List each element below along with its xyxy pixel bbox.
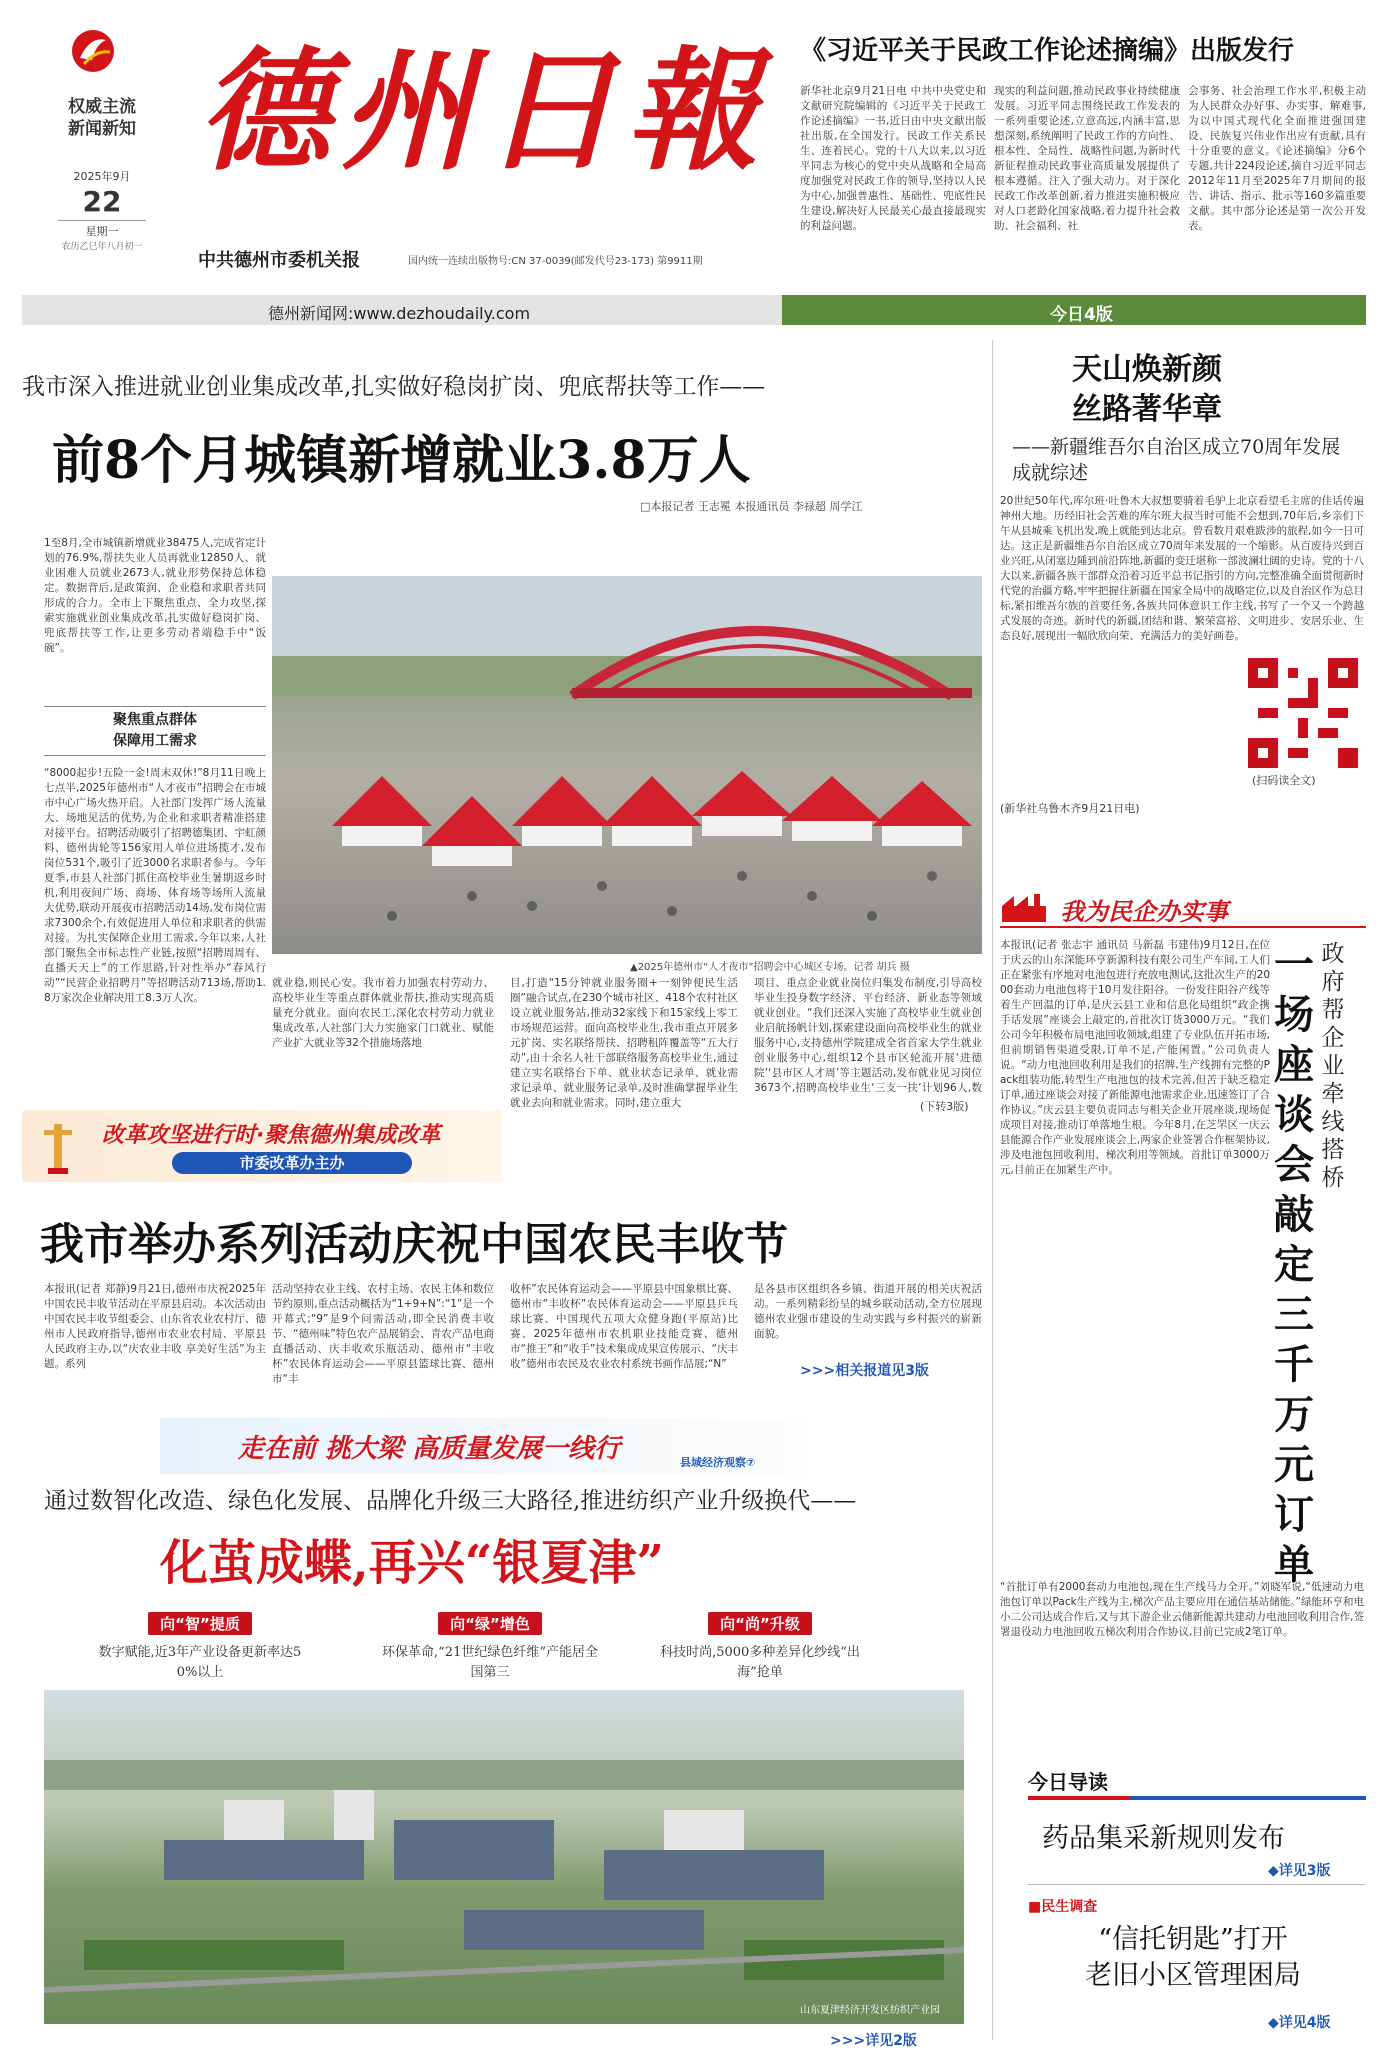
private-enterprise-banner-title: 我为民企办实事: [1060, 898, 1228, 926]
aerial-caption: 山东夏津经济开发区纺织产业园: [800, 2005, 940, 2016]
tianshan-title[interactable]: [1012, 350, 1282, 430]
logo-icon: [70, 28, 116, 74]
tianshan-dateline: (新华社乌鲁木齐9月21日电): [1000, 802, 1140, 815]
slogan-line-1: 权威主流: [68, 97, 136, 117]
pillar: [380, 1612, 600, 1685]
harvest-col: 本报讯(记者 郑静)9月21日,德州市庆祝2025年中国农民丰收节活动在平原县启动。本次活动由中国农民丰收节组委会、山东省农业农村厅、德州市人民政府指导,德州市农业农村局、平原县人民政府主办,以“庆农业丰收 享美好生活”为主题。系列: [44, 1283, 266, 1370]
pillar-text: 数字赋能,近3年产业设备更新率达50%以上: [98, 1645, 302, 1680]
top-story-col: 会事务、社会治理工作水平,积极主动为人民群众办好事、办实事、解难事,为以中国式现代化全面推进强国建设、民族复兴伟业作出应有贡献,具有十分重要的意义。《论述摘编》分6个专题,共计224段论述,摘自习近平同志2012年11月至2025年7月期间的报告、讲话、指示、批示等160多篇重要文献。其中部分论述是第一次公开发表。: [1188, 85, 1366, 232]
employment-body-left: “8000起步!五险一金!周末双休!”8月11日晚上七点半,2025年德州市“人才夜市”招聘会在市城市中心广场火热开启。人社部门发挥广场人流量大、场地见活的优势,为企业和求职者精准搭建对接平台。招聘活动吸引了招聘德集团、宇虹颜料、德州齿轮等156家用人单位进场揽才,发布岗位531个,吸引了近3000名求职者参与。今年夏季,市县人社部门抓住高校毕业生暑期返乡时机,利用夜间广场、商场、体育场等场所人流量大优势,联动开展夜市招聘活动14场,发布岗位需求7300余个,有效促进用人单位和求职者的供需对接。为扎实保障企业用工需求,今年以来,人社部门聚焦全市标志性产业链,按照“招聘周周有、直播天天上”的工作思路,针对性举办“春风行动”“民营企业招聘月”等招聘活动713场,帮助1.8万家次企业解决用工8.3万人次。: [44, 767, 266, 1004]
guide-item-line: 老旧小区管理困局: [1085, 1960, 1301, 1991]
qr-code-icon[interactable]: [1248, 658, 1358, 768]
guide-tag: ■民生调查: [1028, 1899, 1098, 1915]
subhead-line: 保障用工需求: [113, 733, 197, 749]
employment-body-col: 就业稳,则民心安。我市着力加强农村劳动力、高校毕业生等重点群体就业帮扶,推动实现高质量充分就业。面向农民工,深化农村劳动力就业集成改革,人社部门大力实施家门口就业、赋能产业扩大就业等32个措施场落地: [272, 977, 494, 1049]
harvest-headline[interactable]: 我市举办系列活动庆祝中国农民丰收节: [40, 1219, 788, 1270]
pillar: [90, 1612, 310, 1685]
employment-lead: 1至8月,全市城镇新增就业38475人,完成省定计划的76.9%,帮扶失业人员再就业12850人、就业困难人员就业2673人,就业形势保持总体稳定。数据背后,是政策润、企业稳和求职者共同形成的合力。全市上下聚焦重点、全力攻坚,探索实施就业创业集成改革,扎实做好稳岗扩岗、兜底帮扶等工作,让更多劳动者端稳手中“饭碗”。: [44, 537, 266, 654]
tianshan-title-line: 天山焕新颜: [1072, 352, 1222, 387]
masthead-glyph: 日: [483, 34, 616, 189]
lunar-date: 农历乙巳年八月初一: [61, 242, 143, 252]
private-enterprise-headline[interactable]: 一场座谈会敲定三千万元订单: [1274, 941, 1314, 1588]
reform-banner-title: 改革攻坚进行时·聚焦德州集成改革: [102, 1123, 441, 1148]
edition-count: 今日4版: [1050, 305, 1113, 325]
publication-info: 国内统一连续出版物号:CN 37-0039(邮发代号23-173) 第9911期: [408, 256, 703, 267]
reform-banner: [22, 1110, 502, 1182]
top-story-col: 新华社北京9月21日电 中共中央党史和文献研究院编辑的《习近平关于民政工作论述摘编》一书,近日由中央文献出版社出版,在全国发行。民政工作关系民生、连着民心。党的十八大以来,以习近平同志为核心的党中央从战略和全局高度加强党对民政工作的领导,坚持以人民为中心,加强普惠性、基础性、兜底性民生建设,解决好人民最关心最直接最现实的利益问题。: [800, 85, 986, 232]
qr-label: (扫码读全文): [1252, 774, 1316, 787]
slogan: [52, 96, 152, 140]
job-fair-caption: ▲2025年德州市“人才夜市”招聘会中心城区专场。记者 胡兵 摄: [630, 962, 910, 973]
harvest-more-link[interactable]: >>>相关报道见3版: [800, 1363, 929, 1379]
pillar: [650, 1612, 870, 1685]
reform-banner-host: 市委改革办主办: [172, 1152, 412, 1174]
pillar-text: 环保革命,“21世纪绿色纤维”产能居全国第三: [382, 1645, 598, 1680]
top-story-col: 现实的利益问题,推动民政事业持续健康发展。习近平同志围绕民政工作发表的一系列重要论述,立意高远,内涵丰富,思想深刻,系统阐明了民政工作的方向性、根本性、全局性、战略性问题,为新时代新征程推动民政事业高质量发展提供了根本遵循。注入了强大动力。对于深化民政工作改革创新,着力推进实施积极应对人口老龄化国家战略,着力提升社会救助、社会福利、社: [994, 85, 1180, 232]
pillar-label: 向“绿”增色: [438, 1612, 542, 1635]
employment-body-col: 目,打造“15分钟就业服务圈+一刻钟便民生活圈”融合试点,在230个城市社区、418个农村社区设立就业服务站,推动32家线下和15家线上零工市场规范运营。面向高校毕业生,我市重点开展多元扩岗、实名联络帮扶、招聘租阵覆盖等“五大行动”,由十余名人社干部联络服务高校毕业生,通过建立实名联络台下单、就业状态记录单、就业需求记录单、就业服务记录单,及时准确掌握毕业生就业去向和就业需求。同时,建立重大: [510, 977, 738, 1109]
pillar-label: 向“尚”升级: [708, 1612, 812, 1635]
guide-item-more[interactable]: ◆详见4版: [1268, 2015, 1331, 2031]
pillar-label: 向“智”提质: [148, 1612, 252, 1635]
huabiao-icon: [28, 1116, 88, 1176]
employment-byline: □本报记者 王志冕 本报通讯员 李禄超 周学江: [640, 500, 863, 513]
masthead-glyph: 州: [340, 34, 473, 189]
date-box: [58, 168, 146, 252]
tianshan-title-line: 丝路著华章: [1072, 392, 1222, 427]
top-story-title[interactable]: 《习近平关于民政工作论述摘编》出版发行: [800, 36, 1295, 66]
textile-banner: [160, 1418, 806, 1474]
textile-subtitle: 通过数智化改造、绿色化发展、品牌化升级三大路径,推进纺织产业升级换代——: [44, 1488, 857, 1514]
guide-item-line: “信托钥匙”打开: [1098, 1924, 1288, 1955]
website-link[interactable]: 德州新闻网:www.dezhoudaily.com: [268, 304, 531, 323]
tianshan-subtitle: ——新疆维吾尔自治区成立70周年发展成就综述: [1012, 436, 1341, 484]
continued-label[interactable]: (下转3版): [920, 1100, 969, 1113]
slogan-line-2: 新闻新知: [68, 119, 136, 139]
guide-item[interactable]: 药品集采新规则发布: [1042, 1823, 1285, 1854]
subhead-line: 聚焦重点群体: [113, 712, 197, 728]
guide-title: 今日导读: [1028, 1770, 1108, 1794]
weekday: 星期一: [58, 220, 146, 239]
private-enterprise-banner: [1000, 888, 1366, 928]
masthead-glyph: 德: [198, 34, 330, 189]
harvest-col: 活动坚持农业主线、农村主场、农民主体和数位节约原则,重点活动概括为“1+9+N”:“1”是一个开幕式;“9”是9个问需活动,即全民消费丰收节、“德州味”特色农产品展销会、青农产品电商直播活动、庆丰收欢乐瓶活动、德州市“丰收杯”农民体育运动会——平原县篮球比赛、德州市“丰: [272, 1283, 494, 1385]
textile-series: 县域经济观察⑦: [680, 1456, 756, 1469]
masthead-glyph: 報: [625, 34, 758, 189]
publisher: 中共德州市委机关报: [198, 250, 360, 271]
textile-banner-title: 走在前 挑大梁 高质量发展一线行: [238, 1434, 621, 1464]
masthead-title: [198, 22, 758, 202]
textile-headline[interactable]: 化茧成蝶,再兴“银夏津”: [160, 1535, 664, 1591]
private-enterprise-body: 本报讯(记者 张志宇 通讯员 马新磊 韦建伟)9月12日,在位于庆云的山东深能环亨新源科技有限公司生产车间,工人们正在紧张有序地对电池包进行充放电测试,这批次生产的2000套动力电池包将于10月发往阳谷。一份发往阳谷产线等着生产回温的订单,是庆云县工业和信息化局组织“政企携手话发展”座谈会上敲定的,首批次订货3000万元。“我们公司今年积极布局电池回收领域,组建了专业队伍开拓市场,但前期销售渠道受限,订单不足,产能闲置。”公司负责人说。“动力电池回收利用是我们的招牌,生产线拥有完整的Pack组装功能,转型生产电池包的技术完善,但苦于缺乏稳定订单,通过座谈会对接了新能源电池需求企业,迅速签订了合作协议。”庆云县主要负责同志与相关企业开展座谈,现场促成项目对接,推动订单落地生根。今年8月,在芝罘区一庆云县能源合作产业发展座谈会上,两家企业签署合作框架协议,涉及电池包回收利用、梯次利用等领域。首批订单3000万元,目前正在加紧生产中。: [1000, 939, 1270, 1176]
guide-item-more[interactable]: ◆详见3版: [1268, 1863, 1331, 1879]
date-day: 22: [82, 185, 122, 218]
factory-icon: [1000, 892, 1052, 924]
employment-headline[interactable]: 前8个月城镇新增就业3.8万人: [52, 430, 751, 491]
column-divider: [992, 340, 993, 2040]
employment-body-col: 项目、重点企业就业岗位归集发布制度,引导高校毕业生投身数字经济、平台经济、新业态等领域就业创业。“我们还深入实施了高校毕业生就业创业启航扬帆计划,探索建设面向高校毕业生的就业服务中心,支持德州学院建成全省首家大学生就业创业服务中心,组织12个县市区轮流开展‘进德院’‘县市区人才周’等主题活动,发布就业见习岗位3673个,招聘高校毕业生‘三支一扶’计划96人,数: [754, 977, 982, 1094]
employment-subtitle: 我市深入推进就业创业集成改革,扎实做好稳岗扩岗、兜底帮扶等工作——: [22, 374, 766, 400]
private-enterprise-body-more: “首批订单有2000套动力电池包,现在生产线马力全开。”刘晓军说,“低速动力电池包订单以Pack生产线为主,梯次产品主要应用在通信基站储能。”绿能环亨和电小二公司达成合作后,又与其下游企业云储新能源共建动力电池回收利用合作,签署退役动力电池回收五梯次利用合作协议,目前已完成2笔订单。: [1000, 1581, 1364, 1638]
guide-item[interactable]: [1038, 1922, 1348, 1994]
private-enterprise-kicker: 政府帮企业牵线搭桥: [1321, 941, 1345, 1191]
harvest-col: 收杯”农民体育运动会——平原县中国象棋比赛、德州市“丰收杯”农民体育运动会——平原县乒乓球比赛、中国现代五项大众健身跑(平原站)比赛、2025年德州市农机职业技能竞赛、德州市“推王”和“收手”技术集成成果宣传展示、“庆丰收”德州市农民及农业农村系统书画作品展;“N”: [510, 1283, 738, 1370]
employment-subhead: [44, 706, 266, 756]
guide-section: [1028, 1766, 1366, 2036]
pillar-text: 科技时尚,5000多种差异化纱线“出海”抢单: [660, 1645, 860, 1680]
date-month: 2025年9月: [73, 170, 131, 183]
harvest-col: 是各县市区组织各乡镇、街道开展的相关庆祝活动。一系列精彩纷呈的城乡联动活动,全方位展现德州农业强市建设的生动实践与乡村振兴的崭新面貌。: [754, 1283, 982, 1340]
job-fair-photo: [272, 576, 982, 954]
tianshan-body-top: 20世纪50年代,库尔班·吐鲁木大叔想要骑着毛驴上北京看望毛主席的佳话传遍神州大地。历经旧社会苦难的库尔班大叔当时可能不会想到,70年后,乡亲们下午从县城乘飞机出发,晚上就能到达北京。曾看数月艰难跋涉的旅程,如今一日可达。这正是新疆维吾尔自治区成立70周年来发展的一个缩影。从百废待兴到百业兴旺,从闭塞边陲到前沿阵地,新疆的变迁堪称一部波澜壮阔的史诗。党的十八大以来,新疆各族干部群众沿着习近平总书记指引的方向,完整准确全面贯彻新时代党的治疆方略,牢牢把握住新疆在国家全局中的战略定位,以及自治区作为总目标,紧扣维吾尔族的首要任务,各族共同体意识工作主线,书写了一个又一个跨越式发展的奇迹。新时代的新疆,团结和谐、繁荣富裕、文明进步、安居乐业、生态良好,展现出一幅欣欣向荣、充满活力的美好画卷。: [1000, 495, 1364, 642]
textile-more-link[interactable]: >>>详见2版: [830, 2033, 917, 2049]
textile-aerial-photo: [44, 1690, 964, 2024]
